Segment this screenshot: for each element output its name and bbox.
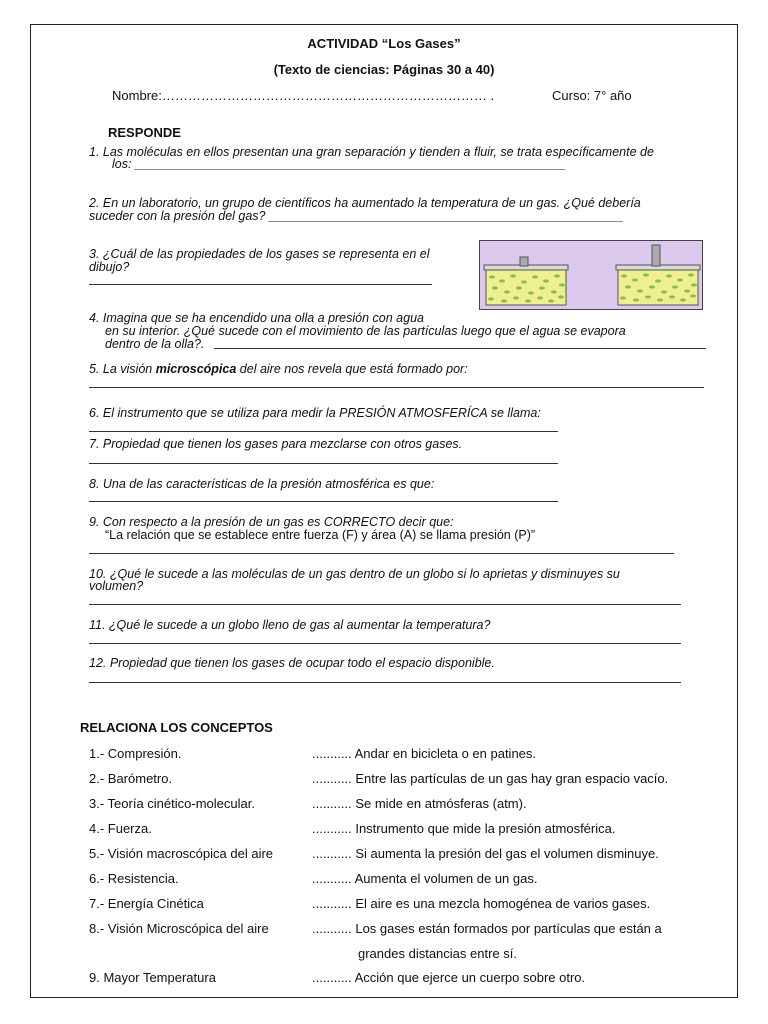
answer-line-7[interactable] xyxy=(89,463,558,464)
question-1-line-2: los: ______________________________________________________________ xyxy=(112,157,566,171)
concept-item: 5.- Visión macroscópica del aire xyxy=(89,846,274,861)
answer-line-10[interactable] xyxy=(89,604,681,605)
answer-line-9[interactable] xyxy=(89,553,674,554)
question-1-line-1: 1. Las moléculas en ellos presentan una gran separación y tienden a fluir, se trata específicamente de xyxy=(89,145,654,159)
answer-line-4[interactable] xyxy=(214,348,706,349)
concept-item: 9. Mayor Temperatura xyxy=(89,970,216,985)
concept-item: 8.- Visión Microscópica del aire xyxy=(89,921,269,936)
definition-item-continuation: grandes distancias entre sí. xyxy=(358,946,517,961)
question-10-line-2: volumen? xyxy=(89,579,144,593)
question-12: 12. Propiedad que tienen los gases de ocupar todo el espacio disponible. xyxy=(89,656,495,670)
gas-pressure-illustration xyxy=(479,240,703,310)
concept-item: 7.- Energía Cinética xyxy=(89,896,204,911)
question-7: 7. Propiedad que tienen los gases para mezclarse con otros gases. xyxy=(89,437,463,451)
concept-item: 6.- Resistencia. xyxy=(89,871,179,886)
definition-item[interactable]: ........... Acción que ejerce un cuerpo sobre otro. xyxy=(312,970,586,985)
definition-item[interactable]: ........... Instrumento que mide la presión atmosférica. xyxy=(312,821,616,836)
question-9-line-2: “La relación que se establece entre fuerza (F) y área (A) se llama presión (P)” xyxy=(105,528,536,542)
definition-item[interactable]: ........... El aire es una mezcla homogénea de varios gases. xyxy=(312,896,651,911)
question-8: 8. Una de las características de la presión atmosférica es que: xyxy=(89,477,435,491)
answer-line-12[interactable] xyxy=(89,682,681,683)
question-9-line-1: 9. Con respecto a la presión de un gas es CORRECTO decir que: xyxy=(89,515,454,529)
question-3-line-1: 3. ¿Cuál de las propiedades de los gases se representa en el xyxy=(89,247,430,261)
relaciona-heading: RELACIONA LOS CONCEPTOS xyxy=(80,720,273,735)
definition-item[interactable]: ........... Entre las partículas de un gas hay gran espacio vacío. xyxy=(312,771,669,786)
answer-line-11[interactable] xyxy=(89,643,681,644)
definition-item[interactable]: ........... Aumenta el volumen de un gas. xyxy=(312,871,538,886)
question-2-line-1: 2. En un laboratorio, un grupo de científicos ha aumentado la temperatura de un gas. ¿Qué debería xyxy=(89,196,641,210)
question-4-line-2: en su interior. ¿Qué sucede con el movimiento de las partículas luego que el agua se evapora xyxy=(105,324,626,338)
concept-item: 3.- Teoría cinético-molecular. xyxy=(89,796,255,811)
question-5-bold-word: microscópica xyxy=(155,362,237,376)
question-3-line-2: dibujo? xyxy=(89,260,130,274)
concept-item: 1.- Compresión. xyxy=(89,746,182,761)
definition-item[interactable]: ........... Andar en bicicleta o en patines. xyxy=(312,746,537,761)
definition-item[interactable]: ........... Se mide en atmósferas (atm). xyxy=(312,796,527,811)
question-4-line-3: dentro de la olla?. xyxy=(105,337,205,351)
concept-item: 4.- Fuerza. xyxy=(89,821,152,836)
responde-heading: RESPONDE xyxy=(108,125,181,140)
question-2-line-2: suceder con la presión del gas? ___________________________________________________ xyxy=(89,209,624,223)
question-5 xyxy=(89,362,468,376)
question-4-line-1: 4. Imagina que se ha encendido una olla a presión con agua xyxy=(89,311,424,325)
course-label: Curso: 7° año xyxy=(552,88,632,103)
answer-line-8[interactable] xyxy=(89,501,558,502)
definition-item[interactable]: ........... Si aumenta la presión del gas el volumen disminuye. xyxy=(312,846,659,861)
name-field-label: Nombre:………………………………………………………………… . xyxy=(112,88,495,103)
answer-line-5[interactable] xyxy=(89,387,704,388)
question-6: 6. El instrumento que se utiliza para medir la PRESIÓN ATMOSFERÍCA se llama: xyxy=(89,406,541,420)
answer-line-3[interactable] xyxy=(89,284,432,285)
piston-containers-drawing xyxy=(480,241,702,309)
concept-item: 2.- Barómetro. xyxy=(89,771,173,786)
question-11: 11. ¿Qué le sucede a un globo lleno de gas al aumentar la temperatura? xyxy=(89,618,491,632)
question-5-text-end: del aire nos revela que está formado por: xyxy=(236,362,468,376)
definition-item[interactable]: ........... Los gases están formados por partículas que están a xyxy=(312,921,662,936)
question-5-text-start: 5. La visión xyxy=(89,362,156,376)
answer-line-6[interactable] xyxy=(89,431,558,432)
worksheet-subtitle: (Texto de ciencias: Páginas 30 a 40) xyxy=(273,62,495,77)
worksheet-title: ACTIVIDAD “Los Gases” xyxy=(307,36,461,51)
question-10-line-1: 10. ¿Qué le sucede a las moléculas de un gas dentro de un globo si lo aprietas y disminuyes su xyxy=(89,567,620,581)
